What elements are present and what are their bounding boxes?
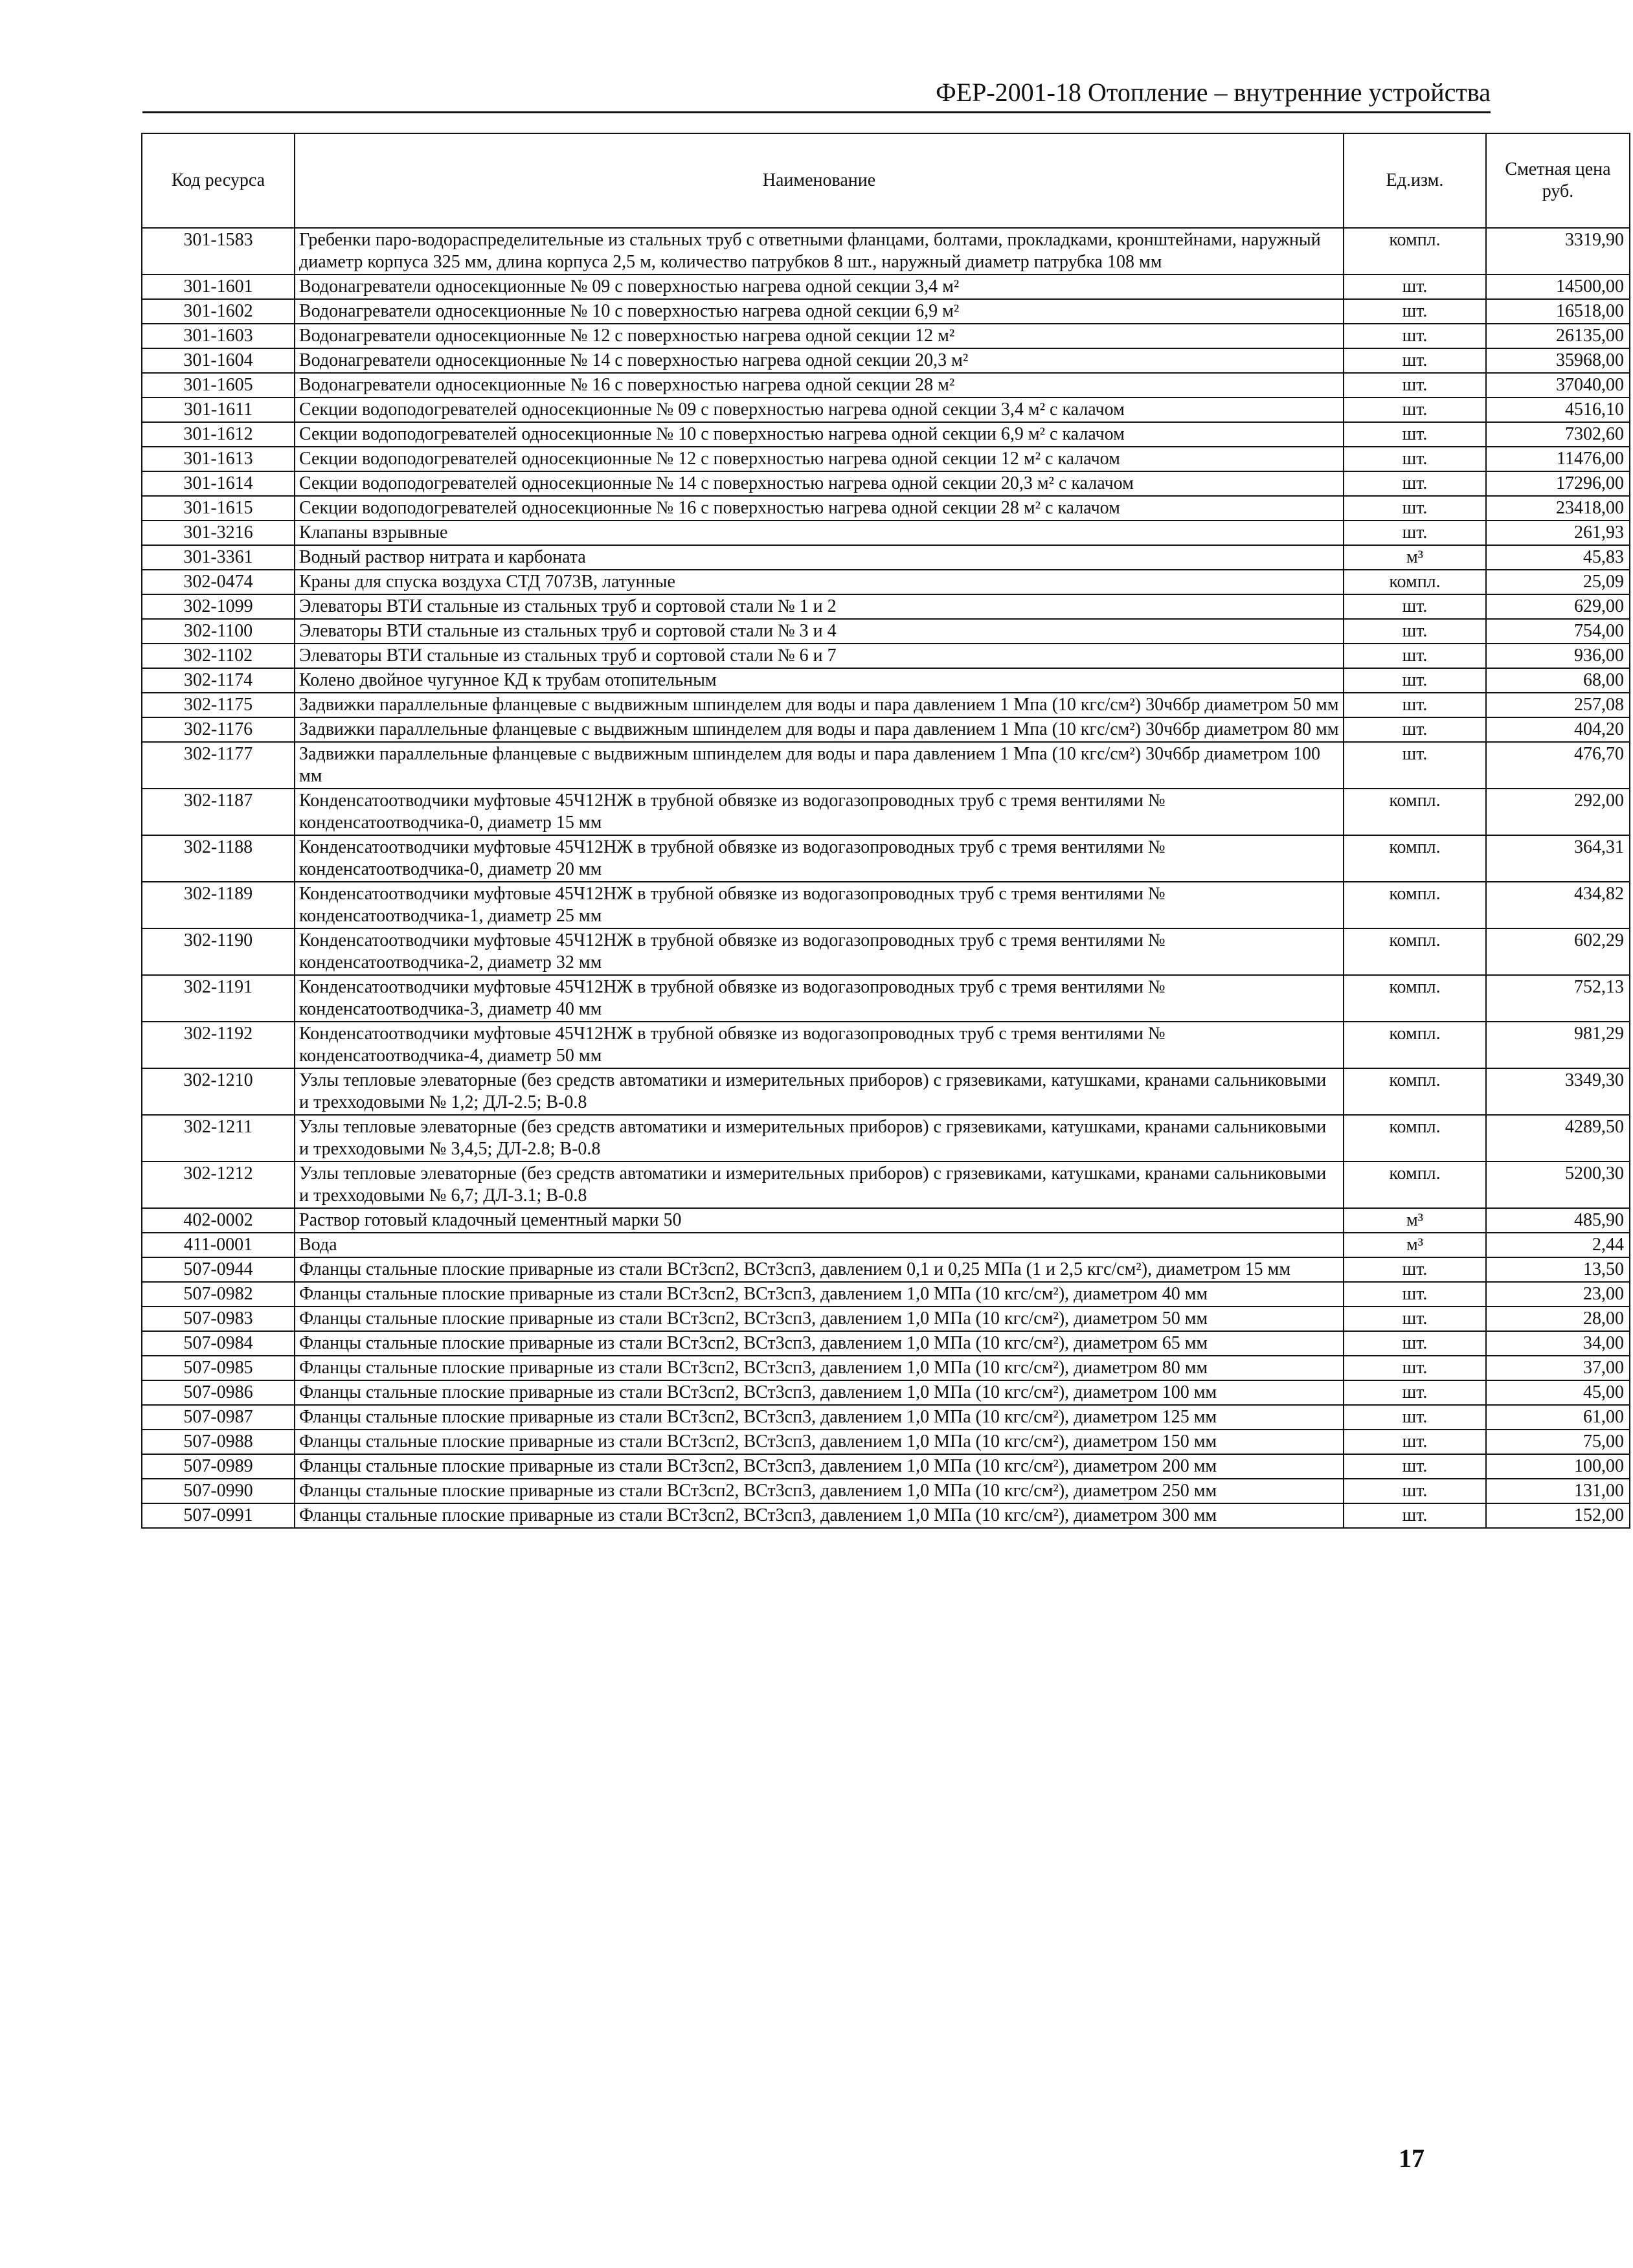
price-cell: 7302,60 [1486, 422, 1630, 447]
code-cell: 302-1187 [142, 789, 295, 835]
price-cell: 152,00 [1486, 1503, 1630, 1528]
price-cell: 364,31 [1486, 835, 1630, 882]
table-row [142, 299, 1630, 324]
name-cell: Водонагреватели односекционные № 09 с поверхностью нагрева одной секции 3,4 м² [295, 275, 1344, 299]
unit-cell: м³ [1344, 545, 1486, 570]
price-cell: 434,82 [1486, 882, 1630, 928]
unit-cell: шт. [1344, 1503, 1486, 1528]
price-cell: 3349,30 [1486, 1068, 1630, 1115]
name-cell: Задвижки параллельные фланцевые с выдвижным шпинделем для воды и пара давлением 1 Мпа (10 кгс/см²) 30ч6бр диаметром 50 мм [295, 693, 1344, 717]
name-cell: Вода [295, 1233, 1344, 1257]
table-row [142, 471, 1630, 496]
price-cell: 404,20 [1486, 717, 1630, 742]
price-cell: 35968,00 [1486, 348, 1630, 373]
unit-cell: шт. [1344, 348, 1486, 373]
name-cell: Конденсатоотводчики муфтовые 45Ч12НЖ в трубной обвязке из водогазопроводных труб с тремя вентилями № конденсатоотводчика-1, диаметр 25 мм [295, 882, 1344, 928]
name-cell: Секции водоподогревателей односекционные № 12 с поверхностью нагрева одной секции 12 м² с калачом [295, 447, 1344, 471]
name-cell: Конденсатоотводчики муфтовые 45Ч12НЖ в трубной обвязке из водогазопроводных труб с тремя вентилями № конденсатоотводчика-3, диаметр 40 мм [295, 975, 1344, 1022]
unit-cell: шт. [1344, 668, 1486, 693]
unit-cell: шт. [1344, 275, 1486, 299]
price-cell: 61,00 [1486, 1405, 1630, 1430]
name-cell: Конденсатоотводчики муфтовые 45Ч12НЖ в трубной обвязке из водогазопроводных труб с тремя вентилями № конденсатоотводчика-0, диаметр 20 мм [295, 835, 1344, 882]
table-row [142, 693, 1630, 717]
name-cell: Задвижки параллельные фланцевые с выдвижным шпинделем для воды и пара давлением 1 Мпа (10 кгс/см²) 30ч6бр диаметром 80 мм [295, 717, 1344, 742]
code-cell: 302-1189 [142, 882, 295, 928]
table-row [142, 1208, 1630, 1233]
price-cell: 13,50 [1486, 1257, 1630, 1282]
code-cell: 301-1611 [142, 398, 295, 422]
table-row [142, 835, 1630, 882]
table-row [142, 1405, 1630, 1430]
code-cell: 411-0001 [142, 1233, 295, 1257]
price-cell: 100,00 [1486, 1454, 1630, 1479]
document-title: ФЕР-2001-18 Отопление – внутренние устройства [936, 78, 1491, 107]
name-cell: Фланцы стальные плоские приварные из стали ВСт3сп2, ВСт3сп3, давлением 1,0 МПа (10 кгс/см²), диаметром 80 мм [295, 1356, 1344, 1380]
price-cell: 4289,50 [1486, 1115, 1630, 1162]
price-cell: 4516,10 [1486, 398, 1630, 422]
name-cell: Краны для спуска воздуха СТД 7073В, латунные [295, 570, 1344, 594]
table-row [142, 668, 1630, 693]
unit-cell: шт. [1344, 1479, 1486, 1503]
unit-cell: шт. [1344, 324, 1486, 348]
code-cell: 302-1212 [142, 1162, 295, 1208]
unit-cell: шт. [1344, 619, 1486, 644]
code-cell: 402-0002 [142, 1208, 295, 1233]
price-cell: 936,00 [1486, 644, 1630, 668]
name-cell: Конденсатоотводчики муфтовые 45Ч12НЖ в трубной обвязке из водогазопроводных труб с тремя вентилями № конденсатоотводчика-0, диаметр 15 мм [295, 789, 1344, 835]
table-row [142, 1430, 1630, 1454]
code-cell: 302-1191 [142, 975, 295, 1022]
price-cell: 14500,00 [1486, 275, 1630, 299]
price-cell: 752,13 [1486, 975, 1630, 1022]
code-cell: 507-0986 [142, 1380, 295, 1405]
name-cell: Узлы тепловые элеваторные (без средств автоматики и измерительных приборов) с грязевиками, катушками, кранами сальниковыми и трехходовыми № 1,2; ДЛ-2.5; В-0.8 [295, 1068, 1344, 1115]
name-cell: Фланцы стальные плоские приварные из стали ВСт3сп2, ВСт3сп3, давлением 1,0 МПа (10 кгс/см²), диаметром 250 мм [295, 1479, 1344, 1503]
table-row [142, 348, 1630, 373]
unit-cell: компл. [1344, 975, 1486, 1022]
name-cell: Фланцы стальные плоские приварные из стали ВСт3сп2, ВСт3сп3, давлением 1,0 МПа (10 кгс/см²), диаметром 125 мм [295, 1405, 1344, 1430]
name-cell: Водонагреватели односекционные № 12 с поверхностью нагрева одной секции 12 м² [295, 324, 1344, 348]
table-row [142, 1115, 1630, 1162]
unit-cell: шт. [1344, 521, 1486, 545]
unit-cell: шт. [1344, 693, 1486, 717]
name-cell: Конденсатоотводчики муфтовые 45Ч12НЖ в трубной обвязке из водогазопроводных труб с тремя вентилями № конденсатоотводчика-4, диаметр 50 мм [295, 1022, 1344, 1068]
name-cell: Секции водоподогревателей односекционные № 10 с поверхностью нагрева одной секции 6,9 м² с калачом [295, 422, 1344, 447]
price-cell: 11476,00 [1486, 447, 1630, 471]
name-cell: Секции водоподогревателей односекционные № 09 с поверхностью нагрева одной секции 3,4 м² с калачом [295, 398, 1344, 422]
table-row [142, 228, 1630, 275]
code-cell: 301-3216 [142, 521, 295, 545]
name-cell: Фланцы стальные плоские приварные из стали ВСт3сп2, ВСт3сп3, давлением 1,0 МПа (10 кгс/см²), диаметром 100 мм [295, 1380, 1344, 1405]
table-row [142, 1162, 1630, 1208]
code-cell: 301-1612 [142, 422, 295, 447]
code-cell: 507-0990 [142, 1479, 295, 1503]
code-cell: 507-0989 [142, 1454, 295, 1479]
name-cell: Фланцы стальные плоские приварные из стали ВСт3сп2, ВСт3сп3, давлением 1,0 МПа (10 кгс/см²), диаметром 150 мм [295, 1430, 1344, 1454]
code-cell: 507-0983 [142, 1307, 295, 1331]
code-cell: 301-1601 [142, 275, 295, 299]
table-row [142, 1068, 1630, 1115]
unit-cell: компл. [1344, 882, 1486, 928]
table-row [142, 1307, 1630, 1331]
code-cell: 507-0991 [142, 1503, 295, 1528]
unit-cell: шт. [1344, 1405, 1486, 1430]
column-header-name: Наименование [295, 133, 1344, 228]
code-cell: 301-1603 [142, 324, 295, 348]
table-row [142, 742, 1630, 789]
code-cell: 507-0988 [142, 1430, 295, 1454]
price-cell: 981,29 [1486, 1022, 1630, 1068]
unit-cell: компл. [1344, 228, 1486, 275]
name-cell: Узлы тепловые элеваторные (без средств автоматики и измерительных приборов) с грязевиками, катушками, кранами сальниковыми и трехходовыми № 6,7; ДЛ-3.1; В-0.8 [295, 1162, 1344, 1208]
price-cell: 261,93 [1486, 521, 1630, 545]
column-header-code: Код ресурса [142, 133, 295, 228]
price-cell: 629,00 [1486, 594, 1630, 619]
code-cell: 507-0982 [142, 1282, 295, 1307]
name-cell: Задвижки параллельные фланцевые с выдвижным шпинделем для воды и пара давлением 1 Мпа (10 кгс/см²) 30ч6бр диаметром 100 мм [295, 742, 1344, 789]
name-cell: Фланцы стальные плоские приварные из стали ВСт3сп2, ВСт3сп3, давлением 1,0 МПа (10 кгс/см²), диаметром 50 мм [295, 1307, 1344, 1331]
unit-cell: шт. [1344, 447, 1486, 471]
name-cell: Водный раствор нитрата и карбоната [295, 545, 1344, 570]
price-cell: 26135,00 [1486, 324, 1630, 348]
code-cell: 507-0987 [142, 1405, 295, 1430]
unit-cell: шт. [1344, 644, 1486, 668]
unit-cell: шт. [1344, 1331, 1486, 1356]
unit-cell: компл. [1344, 1068, 1486, 1115]
code-cell: 301-1605 [142, 373, 295, 398]
table-row [142, 1257, 1630, 1282]
price-cell: 23418,00 [1486, 496, 1630, 521]
unit-cell: шт. [1344, 717, 1486, 742]
unit-cell: компл. [1344, 835, 1486, 882]
resource-price-table [141, 133, 1630, 1529]
unit-cell: шт. [1344, 1454, 1486, 1479]
unit-cell: компл. [1344, 570, 1486, 594]
unit-cell: компл. [1344, 1022, 1486, 1068]
code-cell: 302-1102 [142, 644, 295, 668]
unit-cell: м³ [1344, 1208, 1486, 1233]
table-row [142, 1233, 1630, 1257]
table-row [142, 373, 1630, 398]
table-row [142, 928, 1630, 975]
table-row [142, 619, 1630, 644]
table-row [142, 1356, 1630, 1380]
table-row [142, 644, 1630, 668]
price-cell: 68,00 [1486, 668, 1630, 693]
unit-cell: шт. [1344, 373, 1486, 398]
table-row [142, 422, 1630, 447]
code-cell: 301-1615 [142, 496, 295, 521]
code-cell: 302-1177 [142, 742, 295, 789]
table-row [142, 594, 1630, 619]
unit-cell: шт. [1344, 1307, 1486, 1331]
name-cell: Фланцы стальные плоские приварные из стали ВСт3сп2, ВСт3сп3, давлением 1,0 МПа (10 кгс/см²), диаметром 200 мм [295, 1454, 1344, 1479]
price-cell: 34,00 [1486, 1331, 1630, 1356]
name-cell: Клапаны взрывные [295, 521, 1344, 545]
table-row [142, 545, 1630, 570]
table-row [142, 1380, 1630, 1405]
code-cell: 301-1614 [142, 471, 295, 496]
name-cell: Колено двойное чугунное КД к трубам отопительным [295, 668, 1344, 693]
table-row [142, 447, 1630, 471]
code-cell: 302-1192 [142, 1022, 295, 1068]
price-cell: 17296,00 [1486, 471, 1630, 496]
price-cell: 75,00 [1486, 1430, 1630, 1454]
table-row [142, 398, 1630, 422]
price-cell: 5200,30 [1486, 1162, 1630, 1208]
name-cell: Водонагреватели односекционные № 16 с поверхностью нагрева одной секции 28 м² [295, 373, 1344, 398]
table-row [142, 1503, 1630, 1528]
unit-cell: шт. [1344, 1430, 1486, 1454]
price-cell: 476,70 [1486, 742, 1630, 789]
price-cell: 292,00 [1486, 789, 1630, 835]
price-cell: 23,00 [1486, 1282, 1630, 1307]
name-cell: Водонагреватели односекционные № 14 с поверхностью нагрева одной секции 20,3 м² [295, 348, 1344, 373]
unit-cell: компл. [1344, 1162, 1486, 1208]
price-cell: 754,00 [1486, 619, 1630, 644]
code-cell: 302-1190 [142, 928, 295, 975]
unit-cell: шт. [1344, 471, 1486, 496]
table-row [142, 1479, 1630, 1503]
unit-cell: шт. [1344, 299, 1486, 324]
table-row [142, 882, 1630, 928]
price-cell: 28,00 [1486, 1307, 1630, 1331]
price-cell: 602,29 [1486, 928, 1630, 975]
name-cell: Секции водоподогревателей односекционные № 14 с поверхностью нагрева одной секции 20,3 м² с калачом [295, 471, 1344, 496]
unit-cell: шт. [1344, 1356, 1486, 1380]
unit-cell: компл. [1344, 789, 1486, 835]
code-cell: 302-0474 [142, 570, 295, 594]
price-cell: 257,08 [1486, 693, 1630, 717]
column-header-unit: Ед.изм. [1344, 133, 1486, 228]
name-cell: Фланцы стальные плоские приварные из стали ВСт3сп2, ВСт3сп3, давлением 1,0 МПа (10 кгс/см²), диаметром 65 мм [295, 1331, 1344, 1356]
name-cell: Фланцы стальные плоские приварные из стали ВСт3сп2, ВСт3сп3, давлением 0,1 и 0,25 МПа (1 и 2,5 кгс/см²), диаметром 15 мм [295, 1257, 1344, 1282]
code-cell: 301-1602 [142, 299, 295, 324]
table-row [142, 1331, 1630, 1356]
price-cell: 131,00 [1486, 1479, 1630, 1503]
code-cell: 507-0985 [142, 1356, 295, 1380]
unit-cell: шт. [1344, 742, 1486, 789]
table-row [142, 570, 1630, 594]
table-row [142, 1454, 1630, 1479]
table-body [142, 228, 1630, 1528]
name-cell: Фланцы стальные плоские приварные из стали ВСт3сп2, ВСт3сп3, давлением 1,0 МПа (10 кгс/см²), диаметром 40 мм [295, 1282, 1344, 1307]
code-cell: 302-1211 [142, 1115, 295, 1162]
code-cell: 301-3361 [142, 545, 295, 570]
code-cell: 507-0944 [142, 1257, 295, 1282]
price-cell: 37,00 [1486, 1356, 1630, 1380]
price-cell: 2,44 [1486, 1233, 1630, 1257]
table-row [142, 1022, 1630, 1068]
name-cell: Узлы тепловые элеваторные (без средств автоматики и измерительных приборов) с грязевиками, катушками, кранами сальниковыми и трехходовыми № 3,4,5; ДЛ-2.8; В-0.8 [295, 1115, 1344, 1162]
name-cell: Элеваторы ВТИ стальные из стальных труб и сортовой стали № 1 и 2 [295, 594, 1344, 619]
price-cell: 485,90 [1486, 1208, 1630, 1233]
column-header-price: Сметная цена руб. [1486, 133, 1630, 228]
unit-cell: шт. [1344, 422, 1486, 447]
table-row [142, 275, 1630, 299]
code-cell: 302-1175 [142, 693, 295, 717]
name-cell: Конденсатоотводчики муфтовые 45Ч12НЖ в трубной обвязке из водогазопроводных труб с тремя вентилями № конденсатоотводчика-2, диаметр 32 мм [295, 928, 1344, 975]
price-cell: 25,09 [1486, 570, 1630, 594]
code-cell: 302-1099 [142, 594, 295, 619]
unit-cell: шт. [1344, 1257, 1486, 1282]
table-row [142, 521, 1630, 545]
code-cell: 301-1604 [142, 348, 295, 373]
unit-cell: шт. [1344, 594, 1486, 619]
name-cell: Элеваторы ВТИ стальные из стальных труб и сортовой стали № 6 и 7 [295, 644, 1344, 668]
price-cell: 37040,00 [1486, 373, 1630, 398]
price-cell: 3319,90 [1486, 228, 1630, 275]
name-cell: Элеваторы ВТИ стальные из стальных труб и сортовой стали № 3 и 4 [295, 619, 1344, 644]
unit-cell: шт. [1344, 496, 1486, 521]
unit-cell: м³ [1344, 1233, 1486, 1257]
table-row [142, 789, 1630, 835]
price-cell: 16518,00 [1486, 299, 1630, 324]
code-cell: 302-1176 [142, 717, 295, 742]
code-cell: 301-1613 [142, 447, 295, 471]
table-row [142, 496, 1630, 521]
code-cell: 302-1174 [142, 668, 295, 693]
price-cell: 45,00 [1486, 1380, 1630, 1405]
table-row [142, 324, 1630, 348]
code-cell: 302-1210 [142, 1068, 295, 1115]
name-cell: Раствор готовый кладочный цементный марки 50 [295, 1208, 1344, 1233]
code-cell: 302-1188 [142, 835, 295, 882]
page-header [142, 76, 1491, 113]
name-cell: Водонагреватели односекционные № 10 с поверхностью нагрева одной секции 6,9 м² [295, 299, 1344, 324]
table-header-row [142, 133, 1630, 228]
unit-cell: компл. [1344, 928, 1486, 975]
table-row [142, 1282, 1630, 1307]
code-cell: 302-1100 [142, 619, 295, 644]
unit-cell: шт. [1344, 1282, 1486, 1307]
name-cell: Гребенки паро-водораспределительные из стальных труб с ответными фланцами, болтами, прокладками, кронштейнами, наружный диаметр корпуса 325 мм, длина корпуса 2,5 м, количество патрубков 8 шт., наружный диаметр патрубка 108 мм [295, 228, 1344, 275]
name-cell: Фланцы стальные плоские приварные из стали ВСт3сп2, ВСт3сп3, давлением 1,0 МПа (10 кгс/см²), диаметром 300 мм [295, 1503, 1344, 1528]
table-row [142, 975, 1630, 1022]
table-row [142, 717, 1630, 742]
unit-cell: шт. [1344, 398, 1486, 422]
price-cell: 45,83 [1486, 545, 1630, 570]
code-cell: 301-1583 [142, 228, 295, 275]
name-cell: Секции водоподогревателей односекционные № 16 с поверхностью нагрева одной секции 28 м² с калачом [295, 496, 1344, 521]
page-number: 17 [1399, 2144, 1425, 2173]
code-cell: 507-0984 [142, 1331, 295, 1356]
unit-cell: шт. [1344, 1380, 1486, 1405]
unit-cell: компл. [1344, 1115, 1486, 1162]
